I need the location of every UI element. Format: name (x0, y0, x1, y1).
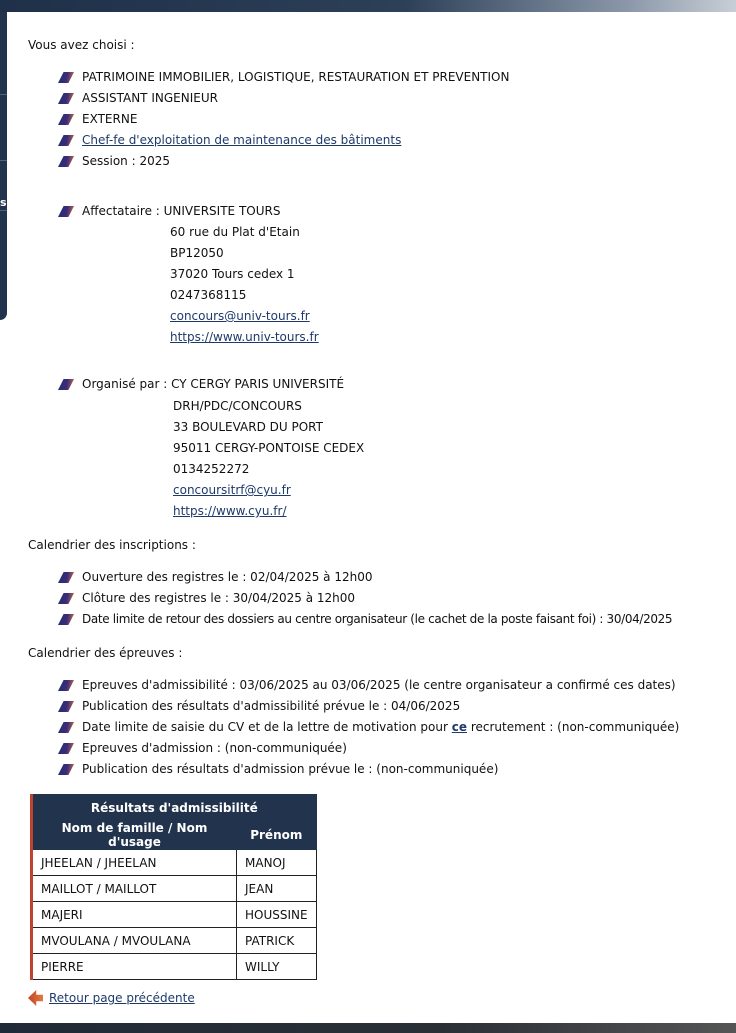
back-link-row[interactable] (28, 990, 195, 1006)
back-link[interactable]: Retour page précédente (49, 991, 195, 1005)
bullet-icon (58, 572, 74, 583)
back-arrow-icon[interactable] (28, 990, 43, 1006)
list-item: Publication des résultats d'admissibilité prévue le : 04/06/2025 (58, 696, 679, 717)
choices-list (58, 67, 509, 172)
list-item: Date limite de saisie du CV et de la lettre de motivation pour ce recrutement : (non-communiquée) (58, 717, 679, 738)
intro-text: Vous avez choisi : (28, 38, 135, 52)
list-item: Publication des résultats d'admission prévue le : (non-communiquée) (58, 759, 679, 780)
bullet-icon (58, 593, 74, 604)
table-row: MAJERI HOUSSINE (32, 902, 317, 928)
top-banner (0, 0, 736, 12)
bullet-icon (58, 680, 74, 691)
organise-website-link[interactable]: https://www.cyu.fr/ (173, 504, 287, 518)
bullet-icon (58, 156, 74, 167)
list-item: Session : 2025 (58, 151, 509, 172)
list-item: Ouverture des registres le : 02/04/2025 à 12h00 (58, 567, 672, 588)
affectataire-label: Affectataire : UNIVERSITE TOURS (82, 204, 281, 218)
affectataire-email-link[interactable]: concours@univ-tours.fr (170, 309, 310, 323)
results-table (30, 794, 317, 980)
bottom-banner (0, 1023, 736, 1033)
bullet-icon (58, 701, 74, 712)
panel-separator (0, 94, 7, 95)
list-item: EXTERNE (58, 109, 509, 130)
list-item (58, 374, 344, 395)
list-item: Clôture des registres le : 30/04/2025 à 12h00 (58, 588, 672, 609)
bullet-icon (58, 114, 74, 125)
list-item: ASSISTANT INGENIEUR (58, 88, 509, 109)
list-item (58, 201, 280, 222)
epreuves-list (58, 675, 679, 780)
panel-letter[interactable]: s (0, 197, 7, 209)
organise-address: DRH/PDC/CONCOURS 33 BOULEVARD DU PORT 95011 CERGY-PONTOISE CEDEX 0134252272 concoursitrf@cyu.fr https://www.cyu.fr/ (173, 399, 365, 518)
bullet-icon (58, 764, 74, 775)
table-row: JHEELAN / JHEELAN MANOJ (32, 850, 317, 876)
inscriptions-list (58, 567, 672, 630)
bullet-icon (58, 72, 74, 83)
organise-label: Organisé par : CY CERGY PARIS UNIVERSITÉ (82, 377, 345, 391)
bullet-icon (58, 135, 74, 146)
list-item (58, 130, 509, 151)
list-item: Date limite de retour des dossiers au centre organisateur (le cachet de la poste faisant foi) : 30/04/2025 (58, 609, 672, 630)
affectataire-address: 60 rue du Plat d'Etain BP12050 37020 Tours cedex 1 0247368115 concours@univ-tours.fr https://www.univ-tours.fr (170, 225, 319, 344)
affectataire-website-link[interactable]: https://www.univ-tours.fr (170, 330, 319, 344)
table-row: MVOULANA / MVOULANA PATRICK (32, 928, 317, 954)
table-row: PIERRE WILLY (32, 954, 317, 980)
bullet-icon (58, 206, 74, 217)
organise-block (58, 374, 344, 395)
cv-recrutement-link[interactable]: ce (451, 720, 468, 734)
bullet-icon (58, 614, 74, 625)
left-side-panel (0, 12, 7, 320)
list-item: PATRIMOINE IMMOBILIER, LOGISTIQUE, RESTAURATION ET PREVENTION (58, 67, 509, 88)
bullet-icon (58, 722, 74, 733)
panel-separator (0, 210, 7, 211)
inscriptions-title: Calendrier des inscriptions : (28, 538, 196, 552)
table-row: MAILLOT / MAILLOT JEAN (32, 876, 317, 902)
column-header-nom: Nom de famille / Nom d'usage (32, 821, 237, 850)
panel-separator (0, 160, 7, 161)
column-header-prenom: Prénom (237, 821, 317, 850)
epreuves-title: Calendrier des épreuves : (28, 646, 183, 660)
bullet-icon (58, 93, 74, 104)
organise-email-link[interactable]: concoursitrf@cyu.fr (173, 483, 291, 497)
affectataire-block (58, 201, 280, 222)
job-title-link[interactable]: Chef-fe d'exploitation de maintenance des bâtiments (82, 133, 402, 147)
results-table-title: Résultats d'admissibilité (32, 795, 317, 821)
bullet-icon (58, 743, 74, 754)
bullet-icon (58, 379, 74, 390)
list-item: Epreuves d'admission : (non-communiquée) (58, 738, 679, 759)
list-item: Epreuves d'admissibilité : 03/06/2025 au 03/06/2025 (le centre organisateur a confirmé ces dates) (58, 675, 679, 696)
